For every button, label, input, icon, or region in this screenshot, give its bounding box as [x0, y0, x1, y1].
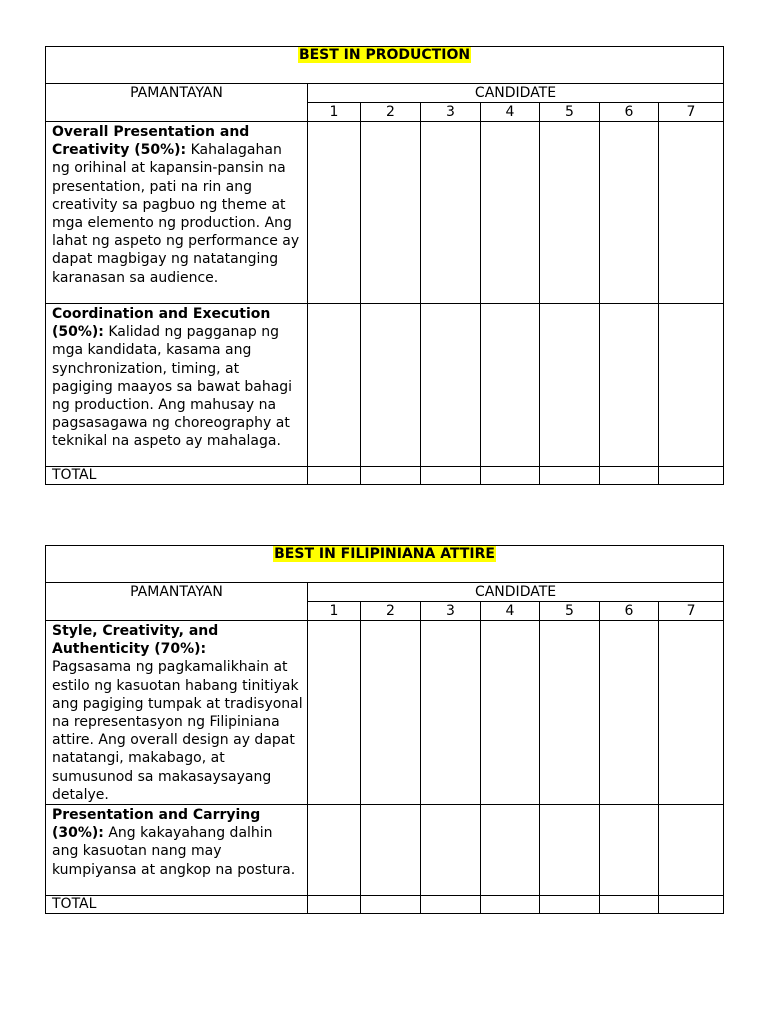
total-row: [46, 467, 724, 485]
criteria-header: PAMANTAYAN: [46, 84, 308, 122]
candidate-number: 7: [659, 602, 724, 621]
table-title-cell: [46, 47, 724, 84]
score-cell[interactable]: [600, 304, 659, 467]
candidate-number: 5: [540, 103, 600, 122]
score-cell[interactable]: [540, 805, 600, 896]
candidate-header: CANDIDATE: [308, 84, 724, 103]
total-score-cell[interactable]: [421, 467, 481, 485]
score-cell[interactable]: [659, 304, 724, 467]
candidate-number: 4: [481, 103, 540, 122]
score-cell[interactable]: [540, 122, 600, 304]
candidate-number: 2: [361, 602, 421, 621]
score-cell[interactable]: [540, 621, 600, 805]
criterion-heading: Coordination and Execution (50%):: [52, 306, 271, 341]
criterion-description: Ang kakayahang dalhin ang kasuotan nang may kumpiyansa at angkop na postura.: [52, 825, 296, 878]
criterion-heading: Presentation and Carrying (30%):: [52, 807, 261, 842]
score-cell[interactable]: [659, 805, 724, 896]
score-cell[interactable]: [308, 304, 361, 467]
criterion-cell: [46, 621, 308, 805]
candidate-number: 1: [308, 602, 361, 621]
score-cell[interactable]: [481, 122, 540, 304]
score-cell[interactable]: [600, 122, 659, 304]
criterion-heading: Style, Creativity, and Authenticity (70%):: [52, 623, 219, 658]
candidate-number: 3: [421, 602, 481, 621]
total-score-cell[interactable]: [540, 467, 600, 485]
candidate-number: 4: [481, 602, 540, 621]
total-label: TOTAL: [46, 896, 308, 914]
criterion-cell: [46, 122, 308, 304]
total-score-cell[interactable]: [600, 467, 659, 485]
score-cell[interactable]: [308, 805, 361, 896]
score-cell[interactable]: [361, 621, 421, 805]
total-score-cell[interactable]: [481, 896, 540, 914]
score-cell[interactable]: [421, 805, 481, 896]
scoring-table: [45, 46, 724, 485]
total-score-cell[interactable]: [361, 896, 421, 914]
criterion-row: [46, 805, 724, 896]
score-cell[interactable]: [481, 621, 540, 805]
criterion-cell: [46, 805, 308, 896]
score-cell[interactable]: [600, 621, 659, 805]
candidate-number: 6: [600, 103, 659, 122]
criterion-description: Pagsasama ng pagkamalikhain at estilo ng kasuotan habang tinitiyak ang pagiging tumpak at tradisyonal na representasyon ng Filipiniana attire. Ang overall design ay dapat natatangi, makabago, at sumusunod sa makasaysayang detalye.: [52, 659, 303, 803]
score-cell[interactable]: [600, 805, 659, 896]
total-score-cell[interactable]: [421, 896, 481, 914]
table-title-cell: [46, 546, 724, 583]
criterion-description: Kalidad ng pagganap ng mga kandidata, kasama ang synchronization, timing, at pagiging maayos sa bawat bahagi ng production. Ang mahusay na pagsasagawa ng choreography at teknikal na aspeto ay mahalaga.: [52, 324, 293, 450]
total-score-cell[interactable]: [361, 467, 421, 485]
score-cell[interactable]: [361, 122, 421, 304]
total-score-cell[interactable]: [308, 896, 361, 914]
score-cell[interactable]: [421, 122, 481, 304]
candidate-number: 2: [361, 103, 421, 122]
candidate-number: 5: [540, 602, 600, 621]
scoring-table: [45, 545, 724, 914]
criterion-heading: Overall Presentation and Creativity (50%):: [52, 124, 250, 159]
total-score-cell[interactable]: [481, 467, 540, 485]
candidate-number: 1: [308, 103, 361, 122]
total-score-cell[interactable]: [308, 467, 361, 485]
score-cell[interactable]: [481, 304, 540, 467]
total-score-cell[interactable]: [600, 896, 659, 914]
score-cell[interactable]: [361, 304, 421, 467]
table-title: BEST IN PRODUCTION: [298, 47, 471, 63]
candidate-number: 3: [421, 103, 481, 122]
criterion-row: [46, 304, 724, 467]
score-cell[interactable]: [308, 122, 361, 304]
score-cell[interactable]: [308, 621, 361, 805]
total-score-cell[interactable]: [659, 896, 724, 914]
criterion-description: Kahalagahan ng orihinal at kapansin-pansin na presentation, pati na rin ang creativity sa pagbuo ng theme at mga elemento ng production. Ang lahat ng aspeto ng performance ay dapat magbigay ng natatanging karanasan sa audience.: [52, 142, 300, 286]
candidate-number: 6: [600, 602, 659, 621]
total-score-cell[interactable]: [540, 896, 600, 914]
score-cell[interactable]: [421, 621, 481, 805]
criterion-row: [46, 122, 724, 304]
total-score-cell[interactable]: [659, 467, 724, 485]
total-label: TOTAL: [46, 467, 308, 485]
score-cell[interactable]: [659, 621, 724, 805]
score-cell[interactable]: [361, 805, 421, 896]
score-cell[interactable]: [421, 304, 481, 467]
score-cell[interactable]: [481, 805, 540, 896]
candidate-header: CANDIDATE: [308, 583, 724, 602]
candidate-number: 7: [659, 103, 724, 122]
score-cell[interactable]: [540, 304, 600, 467]
criteria-header: PAMANTAYAN: [46, 583, 308, 621]
criterion-cell: [46, 304, 308, 467]
total-row: [46, 896, 724, 914]
score-cell[interactable]: [659, 122, 724, 304]
criterion-row: [46, 621, 724, 805]
table-title: BEST IN FILIPINIANA ATTIRE: [274, 546, 495, 562]
